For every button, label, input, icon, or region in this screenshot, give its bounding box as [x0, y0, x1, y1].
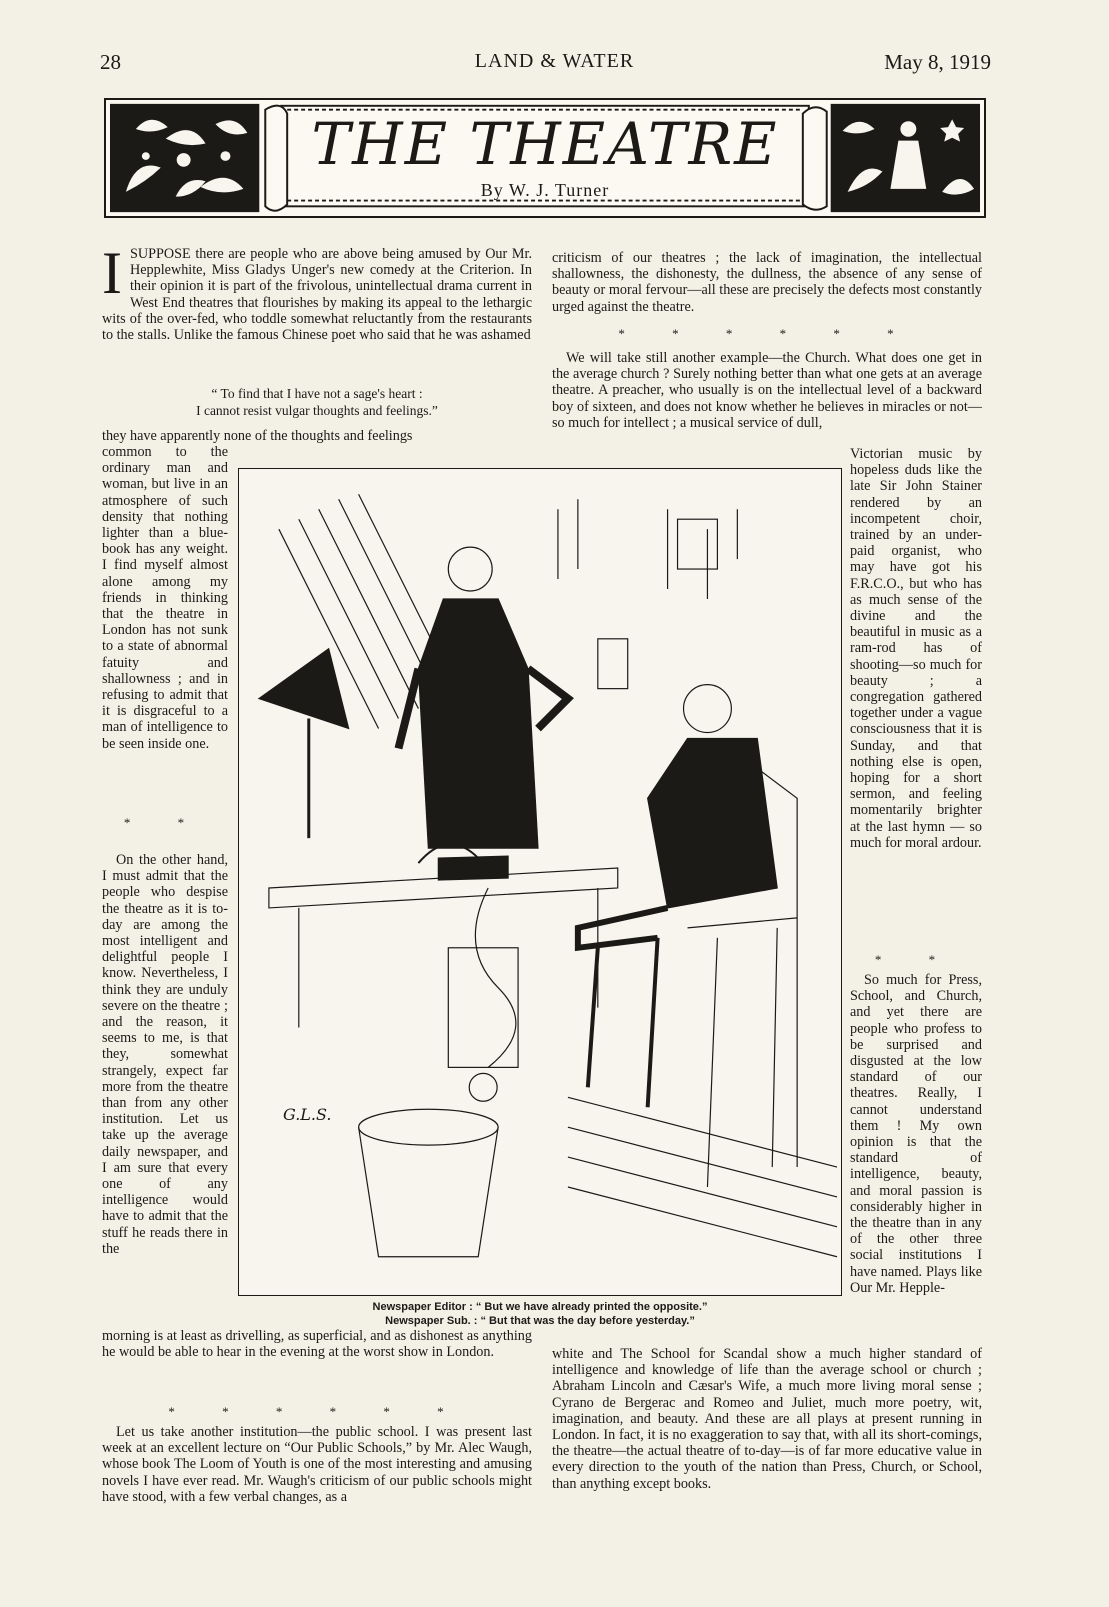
section-stars: * * * * * *	[618, 326, 916, 341]
quote-line-2: I cannot resist vulgar thoughts and feelings.”	[196, 403, 438, 418]
artist-signature: G.L.S.	[283, 1105, 332, 1124]
quote-line-1: “ To find that I have not a sage's heart :	[211, 386, 423, 401]
left-narrow-paragraph-1: common to the ordinary man and woman, but live in an atmosphere of such density that nothing lighter than a blue-book has any weight. I find myself almost alone among my friends in thinking that the theatre in London has not sunk to a state of abnormal fatuity and shallowness ; and in refusing to admit that it is disgraceful to a man of intelligence to be seen inside one.	[102, 444, 228, 752]
opening-paragraph: SUPPOSE there are people who are above being amused by Our Mr. Hepplewhite, Miss Gladys Unger's new comedy at the Criterion. In their opinion it is part of the frivolous, unintellectual drama current in West End theatres that flourishes by making its appeal to the lethargic wits of the over-fed, who toddle somewhat reluctantly from the restaurants to the stalls. Unlike the famous Chinese poet who said that he was ashamed	[102, 246, 532, 344]
section-title: THE THEATRE	[311, 110, 779, 178]
drop-cap: I	[102, 240, 122, 306]
cartoon-illustration	[238, 468, 842, 1296]
cartoon-drawing-icon	[239, 469, 841, 1295]
after-quote-line: they have apparently none of the thoughts and feelings	[102, 428, 413, 444]
section-stars: * * * * * *	[168, 1404, 466, 1419]
article-opening	[102, 240, 532, 344]
right-narrow-paragraph-1: Victorian music by hopeless duds like the late Sir John Stainer rendered by an incompetent choir, trained by an under-paid organist, who may have got his F.R.C.O., but who has as much sense of the divine and the beautiful in music as a ram-rod has of shooting—so much for beauty ; a congregation gathered together under a vague consciousness that it is Sunday, and that nothing else is open, hoping for a short sermon, and feeling momentarily brighter at the last hymn — so much for moral ardour.	[850, 446, 982, 851]
page-number: 28	[100, 50, 121, 74]
section-stars: * *	[123, 815, 207, 830]
right-top-paragraph-1: criticism of our theatres ; the lack of imagination, the intellectual shallowness, the dishonesty, the dullness, the absence of any sense of beauty or moral fervour—all these are precisely the defects most constantly urged against the theatre.	[552, 250, 982, 315]
section-stars: * *	[874, 952, 958, 967]
byline: By W. J. Turner	[480, 180, 610, 200]
left-narrow-paragraph-2: On the other hand, I must admit that the people who despise the theatre as it is to-day are among the most intelligent and delightful people I know. Nevertheless, I think they are unduly severe on the theatre ; and the reason, it seems to me, is that they, somewhat strangely, expect far more from the theatre than from any other institution. Let us take up the average daily newspaper, and I am sure that every one of any intelligence would have to admit that the stuff he reads there in the	[102, 852, 228, 1257]
left-bottom-paragraph-2: Let us take another institution—the public school. I was present last week at an excellent lecture on “Our Public Schools,” by Mr. Alec Waugh, whose book The Loom of Youth is one of the most interesting and amusing novels I have ever read. Mr. Waugh's criticism of our public schools might have stood, with a few verbal changes, as a	[102, 1424, 532, 1505]
issue-date: May 8, 1919	[884, 50, 991, 74]
left-bottom-paragraph-1: morning is at least as drivelling, as superficial, and as dishonest as anything he would be able to hear in the evening at the worst show in London.	[102, 1328, 532, 1361]
section-banner	[104, 98, 986, 218]
illustration-caption	[238, 1300, 842, 1328]
caption-line-2: Newspaper Sub. : “ But that was the day before yesterday.”	[385, 1315, 695, 1327]
magazine-title: LAND & WATER	[474, 50, 635, 72]
right-narrow-paragraph-2: So much for Press, School, and Church, and yet there are people who profess to be surprised and disgusted at the low standard of our theatres. Really, I cannot understand them ! My own opinion is that the standard of intelligence, beauty, and moral passion is considerably higher in the theatre than in any of the other three social institutions I have named. Plays like Our Mr. Hepple-	[850, 972, 982, 1296]
right-bottom-paragraph: white and The School for Scandal show a much higher standard of intelligence and knowledge of life than the average school or church ; Abraham Lincoln and Cæsar's Wife, a much more living moral sense ; Cyrano de Bergerac and Romeo and Juliet, much more poetry, wit, imagination, and beauty. And these are all plays at present running in London. In fact, it is no exaggeration to say that, with all its short-comings, the theatre—the actual theatre of to-day—is of far more educative value in every direction to the youth of the nation than Press, Church, or School, than anything except books.	[552, 1346, 982, 1492]
right-top-paragraph-2: We will take still another example—the Church. What does one get in the average church ? Surely nothing better than what one gets at an average theatre. A preacher, who usually is on the intellectual level of a backward boy of sixteen, and does not know whether he believes in miracles or not—so much for intellect ; a musical service of dull,	[552, 350, 982, 431]
caption-line-1: Newspaper Editor : “ But we have already printed the opposite.”	[372, 1301, 708, 1313]
